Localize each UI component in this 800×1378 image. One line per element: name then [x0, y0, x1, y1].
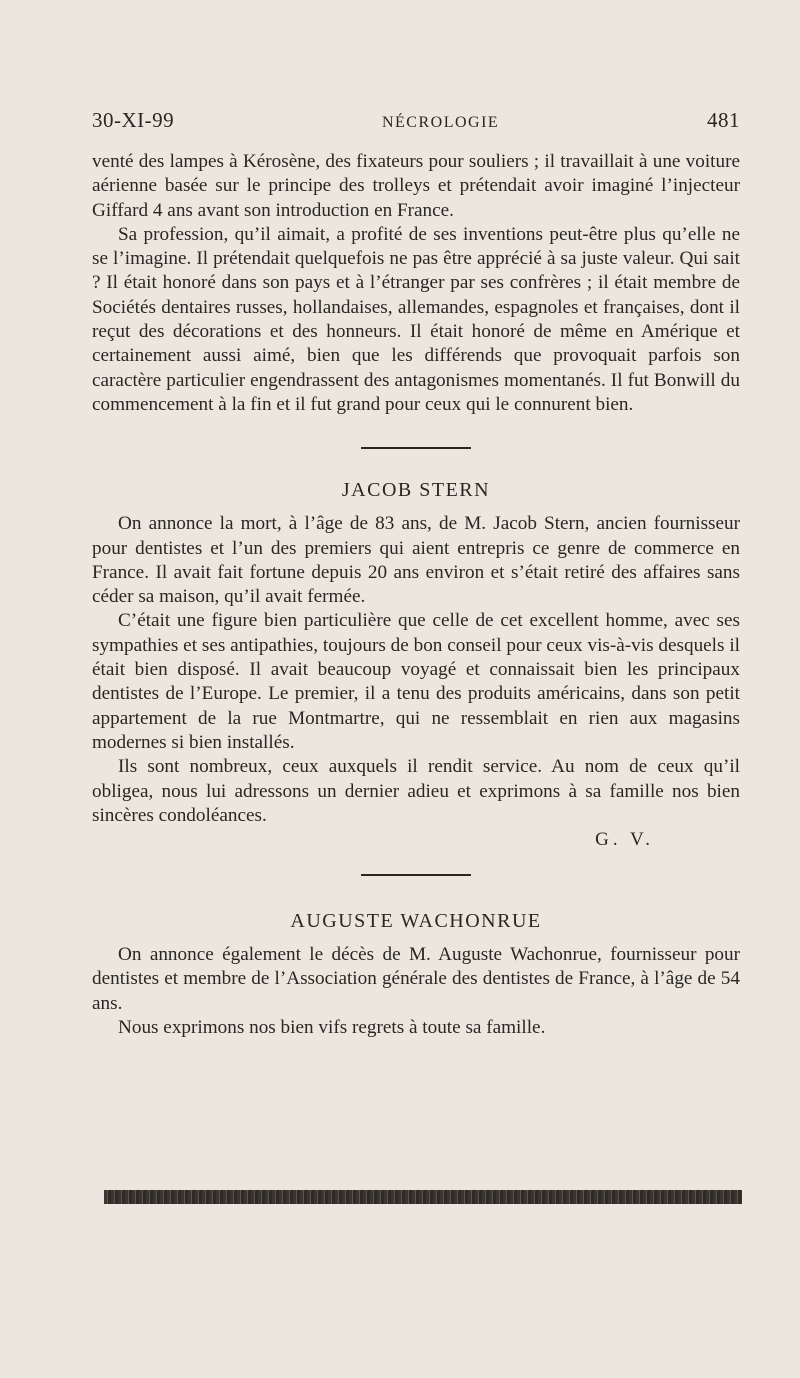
running-head: [92, 108, 740, 144]
paragraph: Ils sont nombreux, ceux auxquels il rendit service. Au nom de ceux qu’il obligea, nous lui adressons un dernier adieu et exprimons à sa famille nos bien sincères condoléances.: [92, 756, 740, 826]
obituary-jacob-stern: [92, 479, 740, 852]
obituary-heading: JACOB STERN: [341, 479, 491, 502]
ornamental-bottom-rule: [104, 1190, 742, 1204]
paragraph: Sa profession, qu’il aimait, a profité de ses inventions peut-être plus qu’elle ne se l’imagine. Il prétendait quelquefois ne pas être apprécié à sa juste valeur. Qui sait ? Il était honoré dans son pays et à l’étranger par ses confrères ; il était membre de Sociétés dentaires russes, hollandaises, allemandes, espagnoles et françaises, dont il reçut des décorations et des honneurs. Il était honoré de même en Amérique et certainement aussi aimé, bien que les différends que provoquait parfois son caractère particulier engendrassent des antagonismes momentanés. Il fut Bonwill du commencement à la fin et il fut grand pour ceux qui le connurent bien.: [92, 223, 740, 415]
page: [92, 108, 740, 1040]
obituary-heading: AUGUSTE WACHONRUE: [290, 910, 542, 933]
paragraph: C’était une figure bien particulière que celle de cet excellent homme, avec ses sympathies et ses antipathies, toujours de bon conseil pour ceux vis-à-vis desquels il était bien disposé. Il avait beaucoup voyagé et connaissait bien les principaux dentistes de l’Europe. Le premier, il a tenu des produits américains, dans son petit appartement de la rue Montmartre, qui ne ressemblait en rien aux magasins modernes si bien installés.: [92, 610, 740, 753]
section-divider: [361, 447, 471, 449]
paragraph: Nous exprimons nos bien vifs regrets à toute sa famille.: [118, 1017, 546, 1039]
issue-date: 30-XI-99: [92, 108, 175, 132]
author-signature: G. V.: [595, 829, 654, 851]
paragraph: On annonce également le décès de M. Auguste Wachonrue, fournisseur pour dentistes et membre de l’Association générale des dentistes de France, à l’âge de 54 ans.: [92, 944, 740, 1014]
paragraph: venté des lampes à Kérosène, des fixateurs pour souliers ; il travaillait à une voiture aérienne basée sur le principe des trolleys et prétendait avoir imaginé l’injecteur Giffard 4 ans avant son introduction en France.: [92, 151, 740, 221]
bonwill-continuation: [92, 150, 740, 417]
section-title: NÉCROLOGIE: [381, 114, 500, 131]
paragraph: On annonce la mort, à l’âge de 83 ans, de M. Jacob Stern, ancien fournisseur pour dentistes et l’un des premiers qui aient entrepris ce genre de commerce en France. Il avait fait fortune depuis 20 ans environ et s’était retiré des affaires sans céder sa maison, qu’il avait fermée.: [92, 513, 740, 608]
section-divider: [361, 874, 471, 876]
page-number: 481: [707, 108, 740, 132]
obituary-auguste-wachonrue: [92, 910, 740, 1040]
